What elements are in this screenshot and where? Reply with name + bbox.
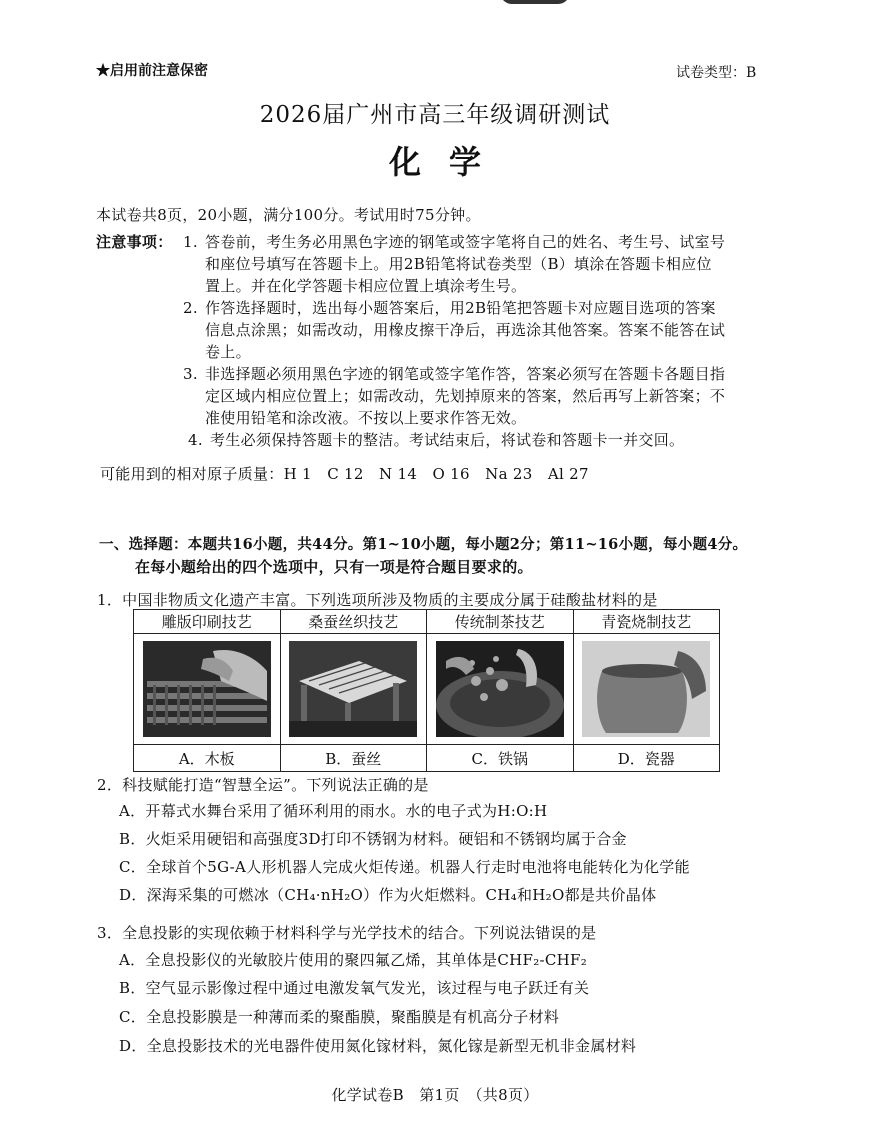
note-2-line-3: 卷上。 <box>205 343 251 361</box>
note-3-line-1: 非选择题必须用黑色字迹的钢笔或签字笔作答，答案必须写在答题卡各题目指 <box>205 365 726 383</box>
q1-craft-table <box>133 609 720 772</box>
q1-option-d: D．瓷器 <box>573 745 720 772</box>
note-1-line-1: 答卷前，考生务必用黑色字迹的钢笔或签字笔将自己的姓名、考生号、试室号 <box>205 233 726 251</box>
subject-title: 化学 <box>388 143 509 181</box>
confidential-label: ★启用前注意保密 <box>96 63 208 79</box>
note-3-line-3: 准使用铅笔和涂改液。不按以上要求作答无效。 <box>205 409 527 427</box>
q3-option-c: C．全息投影膜是一种薄而柔的聚酯膜，聚酯膜是有机高分子材料 <box>119 1008 560 1026</box>
note-4-num: 4. <box>188 431 203 449</box>
notes-label: 注意事项： <box>96 233 173 251</box>
q1-option-c: C．铁锅 <box>427 745 574 772</box>
craft-image-cell-4 <box>573 634 720 745</box>
note-2-line-2: 信息点涂黑；如需改动，用橡皮擦干净后，再选涂其他答案。答案不能答在试 <box>205 321 726 339</box>
section-1-heading: 一、选择题：本题共16小题，共44分。第1~10小题，每小题2分；第11~16小题，每小题4分。 <box>99 536 748 553</box>
q3-stem: 3．全息投影的实现依赖于材料科学与光学技术的结合。下列说法错误的是 <box>97 924 597 942</box>
note-1-num: 1. <box>183 233 198 251</box>
paper-type: 试卷类型：B <box>676 65 757 81</box>
craft-image-cell-1 <box>134 634 281 745</box>
atomic-mass-line: 可能用到的相对原子质量：H 1 C 12 N 14 O 16 Na 23 Al 27 <box>100 465 589 483</box>
q1-option-a: A．木板 <box>134 745 281 772</box>
exam-intro: 本试卷共8页，20小题，满分100分。考试用时75分钟。 <box>96 206 481 224</box>
q2-option-a: A．开幕式水舞台采用了循环利用的雨水。水的电子式为H:O:H <box>119 802 548 820</box>
note-3-line-2: 定区域内相应位置上；如需改动，先划掉原来的答案，然后再写上新答案；不 <box>205 387 726 405</box>
note-3-num: 3. <box>183 365 198 383</box>
q3-option-b: B．空气显示影像过程中通过电激发氧气发光，该过程与电子跃迁有关 <box>119 979 590 997</box>
note-2-line-1: 作答选择题时，选出每小题答案后，用2B铅笔把答题卡对应题目选项的答案 <box>205 299 716 317</box>
note-1-line-3: 置上。并在化学答题卡相应位置上填涂考生号。 <box>205 277 527 295</box>
q3-option-a: A．全息投影仪的光敏胶片使用的聚四氟乙烯，其单体是CHF₂-CHF₂ <box>119 951 588 969</box>
exam-title: 2026届广州市高三年级调研测试 <box>259 102 611 128</box>
craft-image-cell-2 <box>280 634 427 745</box>
q2-option-d: D．深海采集的可燃冰（CH₄·nH₂O）作为火炬燃料。CH₄和H₂O都是共价晶体 <box>119 886 657 904</box>
q3-option-d: D．全息投影技术的光电器件使用氮化镓材料，氮化镓是新型无机非金属材料 <box>119 1037 637 1055</box>
silk-weaving-photo <box>289 641 417 737</box>
celadon-firing-photo <box>582 641 710 737</box>
craft-header-3: 传统制茶技艺 <box>427 610 574 634</box>
q1-option-b: B．蚕丝 <box>280 745 427 772</box>
section-1-instruction: 在每小题给出的四个选项中，只有一项是符合题目要求的。 <box>135 558 533 576</box>
tea-making-photo <box>436 641 564 737</box>
note-1-line-2: 和座位号填写在答题卡上。用2B铅笔将试卷类型（B）填涂在答题卡相应位 <box>205 255 712 273</box>
q2-option-b: B．火炬采用硬铝和高强度3D打印不锈钢为材料。硬铝和不锈钢均属于合金 <box>119 830 627 848</box>
page-footer: 化学试卷B 第1页 （共8页） <box>331 1086 539 1104</box>
q2-option-c: C．全球首个5G-A人形机器人完成火炬传递。机器人行走时电池将电能转化为化学能 <box>119 858 690 876</box>
craft-image-cell-3 <box>427 634 574 745</box>
note-4-line-1: 考生必须保持答题卡的整洁。考试结束后，将试卷和答题卡一并交回。 <box>210 431 685 449</box>
craft-header-2: 桑蚕丝织技艺 <box>280 610 427 634</box>
scan-edge-mark <box>500 0 570 4</box>
craft-header-4: 青瓷烧制技艺 <box>573 610 720 634</box>
note-2-num: 2. <box>183 299 198 317</box>
q1-stem: 1．中国非物质文化遗产丰富。下列选项所涉及物质的主要成分属于硅酸盐材料的是 <box>97 591 658 609</box>
craft-header-1: 雕版印刷技艺 <box>134 610 281 634</box>
q2-stem: 2．科技赋能打造“智慧全运”。下列说法正确的是 <box>97 776 429 794</box>
woodblock-printing-photo <box>143 641 271 737</box>
